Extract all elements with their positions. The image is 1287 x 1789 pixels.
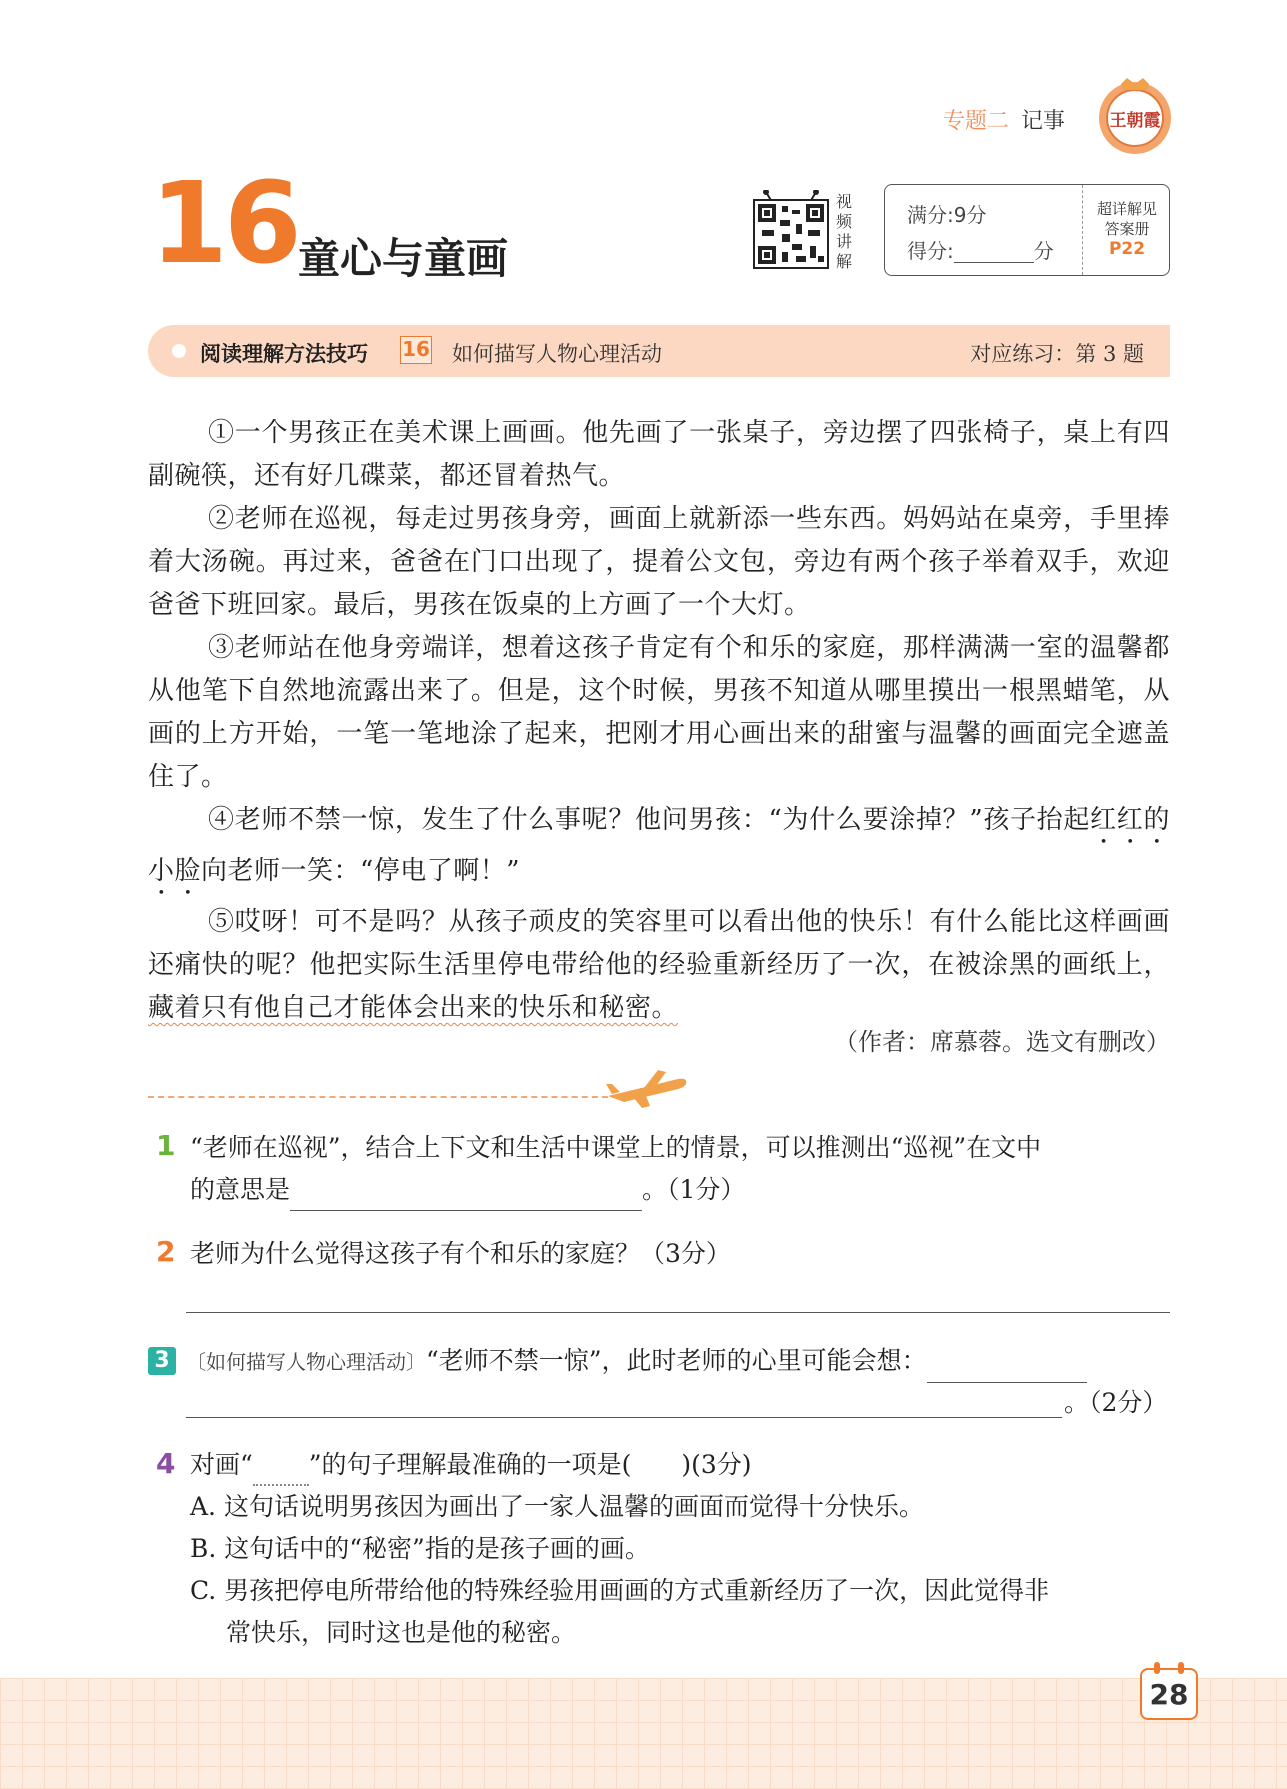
question-3-tail: 。（2分） [1064,1388,1168,1417]
brand-logo [1093,74,1177,158]
got-score-label: 得分: [907,239,954,263]
question-1-answer-blank[interactable] [290,1181,642,1211]
answer-hint-line1: 超详解见 [1096,200,1157,218]
method-label: 阅读理解方法技巧 [200,342,368,366]
option-c[interactable] [190,1570,1170,1654]
question-2-answer-line[interactable] [186,1312,1170,1313]
question-1-text2: 的意思是 [190,1175,291,1204]
video-label: 视频讲解 [836,192,853,271]
question-1 [190,1127,1170,1211]
question-1-tail: 。（1分） [642,1175,746,1204]
got-score-row [907,233,1082,269]
lesson-title: 童心与童画 [298,234,509,283]
question-3-method-tag: 〔如何描写人物心理活动〕 [186,1350,426,1374]
question-3-answer-line[interactable] [186,1417,1062,1418]
footer-grid [0,1678,1287,1789]
question-4-post: ”的句子理解最准确的一项是( )(3分) [308,1450,752,1479]
brand-logo-text: 王朝霞 [1109,111,1161,131]
question-4-stem [190,1444,1170,1486]
airplane-icon [604,1066,690,1108]
paragraph-3: ③老师站在他身旁端详，想着这孩子肯定有个和乐的家庭，那样满满一室的温馨都从他笔下自然地流露出来了。但是，这个时候，男孩不知道从哪里摸出一根黑蜡笔，从画的上方开始，一笔一笔地涂了起来，把刚才用心画出来的甜蜜与温馨的画面完全遮盖住了。 [148,633,1170,792]
wavy-mark-sample [253,1460,309,1486]
answer-page: P22 [1108,239,1146,259]
got-score-blank[interactable] [954,243,1034,263]
question-4 [190,1444,1170,1654]
paragraph-4-part-a: ④老师不禁一惊，发生了什么事呢？他问男孩：“为什么要涂掉？”孩子抬起 [208,805,1091,835]
option-b[interactable]: B. 这句话中的“秘密”指的是孩子画的画。 [190,1534,650,1563]
answer-hint [1083,185,1171,275]
question-3 [186,1340,1176,1383]
question-2-text: 老师为什么觉得这孩子有个和乐的家庭？（3分） [190,1239,731,1268]
video-qr-code[interactable] [752,190,830,270]
topic-label: 专题二 [943,109,1010,134]
question-2-number: 2 [156,1235,176,1268]
reading-passage [148,412,1170,1030]
score-fields [885,185,1083,275]
option-c-line2: 常快乐，同时这也是他的秘密。 [226,1618,577,1647]
score-box [884,184,1170,276]
paragraph-2: ②老师在巡视，每走过男孩身旁，画面上就新添一些东西。妈妈站在桌旁，手里捧着大汤碗。再过来，爸爸在门口出现了，提着公文包，旁边有两个孩子举着双手，欢迎爸爸下班回家。最后，男孩在饭桌的上方画了一个大灯。 [148,504,1170,620]
paragraph-5-part-a: ⑤哎呀！可不是吗？从孩子顽皮的笑容里可以看出他的快乐！有什么能比这样画画还痛快的呢？他把实际生活里停电带给他的经验重新经历了一次，在被涂黑的画纸上， [148,907,1170,980]
method-number: 16 [400,336,432,364]
method-topic: 如何描写人物心理活动 [452,342,662,366]
author-credit: （作者：席慕蓉。选文有删改） [834,1028,1170,1056]
option-a[interactable]: A. 这句话说明男孩因为画出了一家人温馨的画面而觉得十分快乐。 [190,1492,924,1521]
paragraph-5 [148,901,1170,1030]
question-1-number: 1 [156,1129,176,1162]
question-4-number: 4 [156,1447,176,1480]
bullet-dot [172,344,186,358]
section-divider [148,1096,618,1098]
paragraph-4-part-b: 向老师一笑：“停电了啊！” [201,856,521,886]
option-c-line1: C. 男孩把停电所带给他的特殊经验用画画的方式重新经历了一次，因此觉得非 [190,1576,1050,1605]
question-4-pre: 对画“ [190,1450,253,1479]
got-score-unit: 分 [1033,239,1054,263]
paragraph-4 [148,799,1170,901]
question-3-number: 3 [148,1347,176,1375]
question-3-answer-blank-1[interactable] [927,1353,1087,1383]
lesson-number: 16 [150,159,298,289]
question-1-line2 [190,1169,1170,1211]
topic-header [943,104,1065,135]
question-3-text: “老师不禁一惊”，此时老师的心里可能会想： [426,1346,927,1375]
answer-hint-line2: 答案册 [1104,220,1150,238]
full-score: 满分:9分 [907,203,987,227]
wavy-underlined-sentence: 藏着只有他自己才能体会出来的快乐和秘密。 [148,993,679,1023]
dotted-phrase: 红红的小脸 [148,805,1170,886]
method-band [148,325,1170,377]
topic-name: 记事 [1021,109,1066,134]
question-1-text: “老师在巡视”，结合上下文和生活中课堂上的情景，可以推测出“巡视”在文中 [190,1133,1042,1162]
page-number: 28 [1140,1668,1198,1720]
practice-ref: 对应练习：第 3 题 [970,342,1144,366]
paragraph-1: ①一个男孩正在美术课上画画。他先画了一张桌子，旁边摆了四张椅子，桌上有四副碗筷，还有好几碟菜，都还冒着热气。 [148,418,1170,491]
